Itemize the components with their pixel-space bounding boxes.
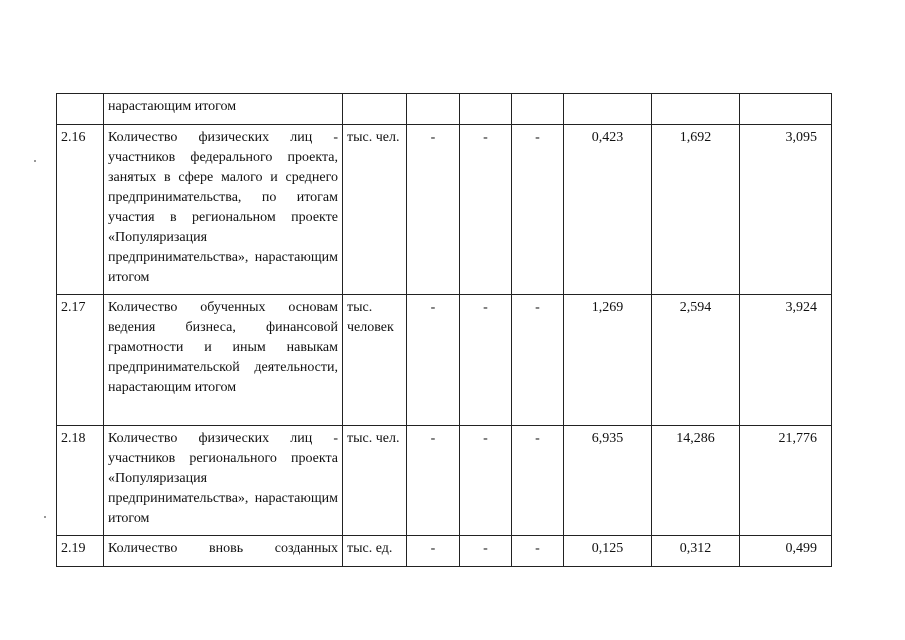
value-cell: - xyxy=(512,426,564,536)
unit-cell: тыс. чел. xyxy=(343,125,407,295)
value-cell: 6,935 xyxy=(564,426,652,536)
value-cell xyxy=(407,94,460,125)
value-cell: - xyxy=(512,295,564,426)
value-cell: 2,594 xyxy=(652,295,740,426)
unit-cell: тыс. чел. xyxy=(343,426,407,536)
indicators-table xyxy=(56,93,832,567)
value-cell xyxy=(652,94,740,125)
value-cell: - xyxy=(407,426,460,536)
row-number: 2.17 xyxy=(57,295,104,426)
unit-cell: тыс. человек xyxy=(343,295,407,426)
unit-cell xyxy=(343,94,407,125)
value-cell: - xyxy=(512,125,564,295)
value-cell xyxy=(512,94,564,125)
value-cell: 0,423 xyxy=(564,125,652,295)
value-cell: 21,776 xyxy=(740,426,832,536)
value-cell: - xyxy=(460,536,512,567)
value-cell xyxy=(460,94,512,125)
value-cell: - xyxy=(512,536,564,567)
table-row xyxy=(57,295,832,426)
value-cell: - xyxy=(407,295,460,426)
value-cell: - xyxy=(460,295,512,426)
table-row xyxy=(57,536,832,567)
value-cell: - xyxy=(460,125,512,295)
value-cell: 0,312 xyxy=(652,536,740,567)
value-cell: 1,269 xyxy=(564,295,652,426)
value-cell: 14,286 xyxy=(652,426,740,536)
indicator-name: нарастающим итогом xyxy=(104,94,343,125)
indicator-name: Количество обученных основам ведения бизнеса, финансовой грамотности и иным навыкам предпринимательской деятельности, нарастающим итогом xyxy=(104,295,343,426)
value-cell: - xyxy=(407,536,460,567)
value-cell xyxy=(740,94,832,125)
value-cell: - xyxy=(460,426,512,536)
indicator-name: Количество вновь созданных xyxy=(104,536,343,567)
row-number: 2.18 xyxy=(57,426,104,536)
indicator-name: Количество физических лиц - участников федерального проекта, занятых в сфере малого и среднего предпринимательства, по итогам участия в региональном проекте «Популяризация предпринимательства», нарастающим итогом xyxy=(104,125,343,295)
value-cell: 3,924 xyxy=(740,295,832,426)
table-row xyxy=(57,94,832,125)
scan-speck xyxy=(34,160,36,162)
value-cell: - xyxy=(407,125,460,295)
unit-cell: тыс. ед. xyxy=(343,536,407,567)
value-cell xyxy=(564,94,652,125)
value-cell: 1,692 xyxy=(652,125,740,295)
value-cell: 3,095 xyxy=(740,125,832,295)
value-cell: 0,499 xyxy=(740,536,832,567)
indicator-name: Количество физических лиц - участников регионального проекта «Популяризация предпринимательства», нарастающим итогом xyxy=(104,426,343,536)
value-cell: 0,125 xyxy=(564,536,652,567)
scan-speck xyxy=(44,516,46,518)
row-number: 2.16 xyxy=(57,125,104,295)
table-row xyxy=(57,125,832,295)
row-number: 2.19 xyxy=(57,536,104,567)
table-row xyxy=(57,426,832,536)
row-number xyxy=(57,94,104,125)
